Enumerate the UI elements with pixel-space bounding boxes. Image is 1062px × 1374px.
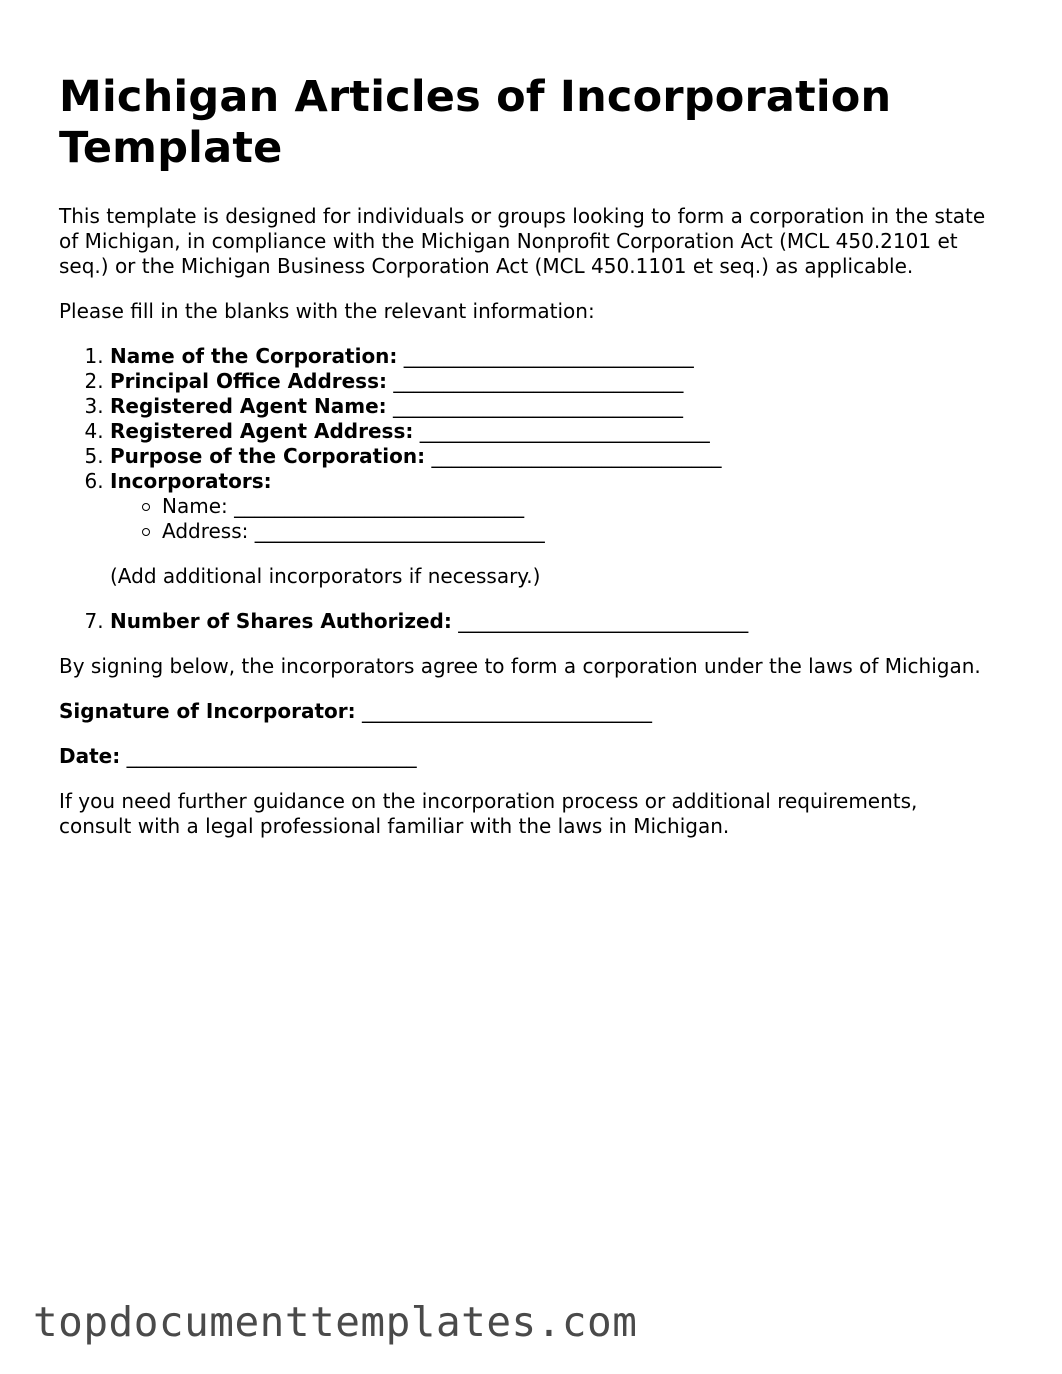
field-label: Principal Office Address: — [110, 369, 387, 393]
subfield-label: Address: — [162, 519, 249, 543]
field-blank[interactable]: _____________________________ — [431, 444, 722, 468]
signature-blank[interactable]: _____________________________ — [361, 699, 652, 723]
field-principal-office-address — [110, 369, 989, 394]
field-label: Purpose of the Corporation: — [110, 444, 426, 468]
field-blank[interactable]: _____________________________ — [403, 344, 694, 368]
signature-label: Signature of Incorporator: — [59, 699, 356, 723]
fields-list — [59, 344, 989, 634]
instruction-text: Please fill in the blanks with the relevant information: — [59, 299, 595, 323]
subfield-name — [162, 494, 989, 519]
subfield-label: Name: — [162, 494, 228, 518]
intro-paragraph: This template is designed for individuals or groups looking to form a corporation in the state of Michigan, in compliance with the Michigan Nonprofit Corporation Act (MCL 450.2101 et seq.) or the Michigan Business Corporation Act (MCL 450.1101 et seq.) as applicable. — [59, 204, 986, 278]
field-label: Incorporators: — [110, 469, 272, 493]
watermark: topdocumenttemplates.com — [33, 1298, 638, 1346]
incorporator-note: (Add additional incorporators if necessary.) — [110, 564, 541, 588]
date-blank[interactable]: _____________________________ — [126, 744, 417, 768]
date-label: Date: — [59, 744, 121, 768]
field-blank[interactable]: _____________________________ — [419, 419, 710, 443]
subfield-address — [162, 519, 989, 544]
page-title: Michigan Articles of Incorporation Template — [59, 72, 892, 173]
field-incorporators — [110, 469, 989, 589]
date-line — [59, 744, 989, 769]
field-blank[interactable]: _____________________________ — [393, 369, 684, 393]
field-label: Name of the Corporation: — [110, 344, 398, 368]
agreement-paragraph: By signing below, the incorporators agree to form a corporation under the laws of Michigan. — [59, 654, 981, 678]
field-corporation-name — [110, 344, 989, 369]
signature-line — [59, 699, 989, 724]
field-blank[interactable]: _____________________________ — [393, 394, 683, 418]
field-label: Number of Shares Authorized: — [110, 609, 452, 633]
subfield-blank[interactable]: _____________________________ — [254, 519, 545, 543]
field-blank[interactable]: _____________________________ — [458, 609, 749, 633]
field-registered-agent-name — [110, 394, 989, 419]
closing-paragraph: If you need further guidance on the incorporation process or additional requirements, consult with a legal professional familiar with the laws in Michigan. — [59, 789, 918, 838]
field-label: Registered Agent Name: — [110, 394, 387, 418]
field-label: Registered Agent Address: — [110, 419, 414, 443]
field-purpose — [110, 444, 989, 469]
document-page — [59, 72, 989, 859]
incorporator-subfields — [110, 494, 989, 544]
field-shares-authorized — [110, 609, 989, 634]
subfield-blank[interactable]: _____________________________ — [234, 494, 525, 518]
field-registered-agent-address — [110, 419, 989, 444]
